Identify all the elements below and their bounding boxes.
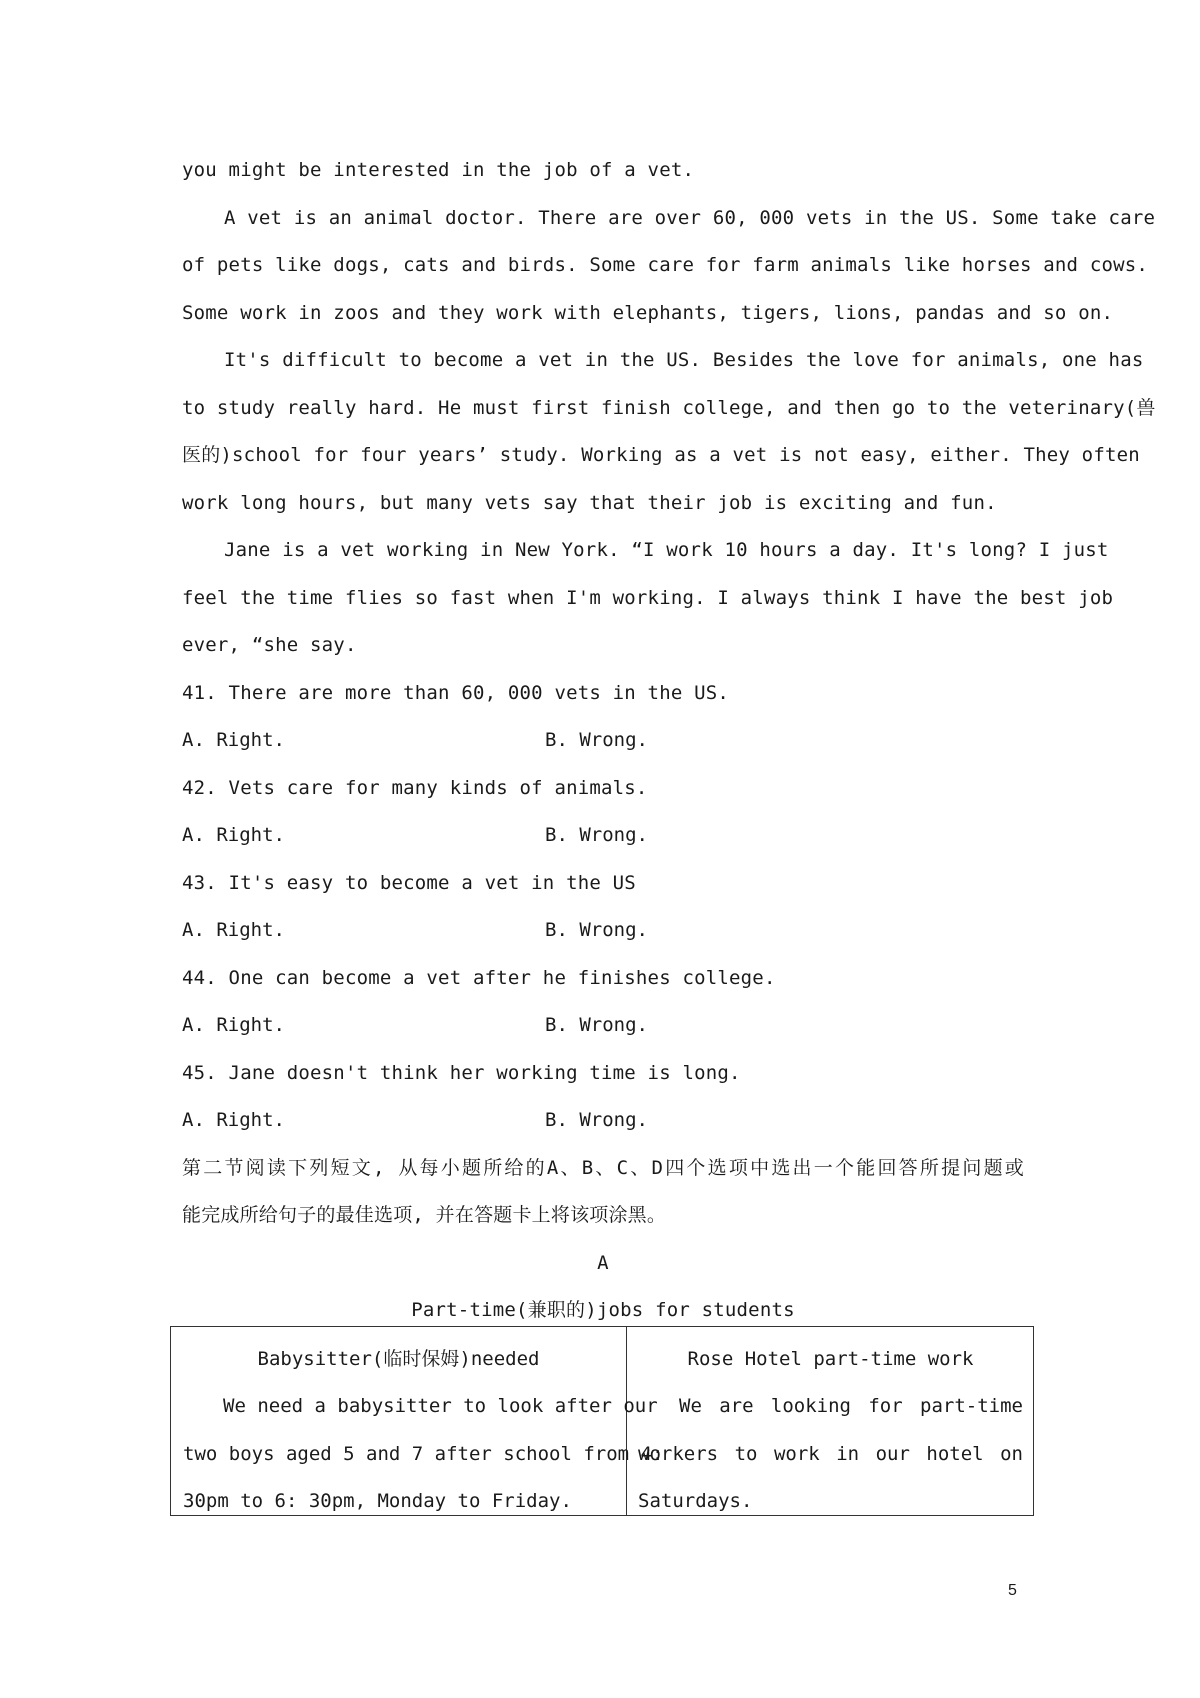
option-b[interactable]: B. Wrong. [545,919,648,941]
passage-line: A vet is an animal doctor. There are over 60, 000 vets in the US. Some take care [224,207,1156,229]
option-a[interactable]: A. Right. [182,824,285,846]
option-b[interactable]: B. Wrong. [545,824,648,846]
passage-line: Some work in zoos and they work with elephants, tigers, lions, pandas and so on. [182,302,1114,324]
ad-text-line: Saturdays. [638,1490,753,1512]
part-label: A [597,1252,609,1274]
option-a[interactable]: A. Right. [182,1014,285,1036]
passage-line: to study really hard. He must first finish college, and then go to the veterinary(兽 [182,397,1156,419]
passage-line: Jane is a vet working in New York. “I work 10 hours a day. It's long? I just [224,539,1109,561]
section-instruction: 能完成所给句子的最佳选项, 并在答题卡上将该项涂黑。 [182,1204,667,1226]
ad-text-line: 30pm to 6: 30pm, Monday to Friday. [183,1490,572,1512]
ad-text-line: We need a babysitter to look after our [223,1395,658,1417]
option-b[interactable]: B. Wrong. [545,1014,648,1036]
passage-line: ever, “she say. [182,634,357,656]
page-number: 5 [1008,1582,1017,1599]
ad-text-line: two boys aged 5 and 7 after school from 4: [183,1443,664,1465]
question-stem: 44. One can become a vet after he finishes college. [182,967,776,989]
jobs-table [170,1326,1034,1516]
passage-line: 医的)school for four years’ study. Working as a vet is not easy, either. They often [182,444,1140,466]
option-b[interactable]: B. Wrong. [545,729,648,751]
ad-title-babysitter: Babysitter(临时保姆)needed [257,1348,540,1370]
section-instruction: 第二节阅读下列短文, 从每小题所给的A、B、C、D四个选项中选出一个能回答所提问题或 [182,1157,1024,1179]
option-a[interactable]: A. Right. [182,919,285,941]
passage-line: feel the time flies so fast when I'm working. I always think I have the best job [182,587,1114,609]
question-stem: 41. There are more than 60, 000 vets in the US. [182,682,730,704]
ad-text-line: We are looking for part-time [679,1395,1023,1417]
passage-line: of pets like dogs, cats and birds. Some care for farm animals like horses and cows. [182,254,1149,276]
option-a[interactable]: A. Right. [182,1109,285,1131]
passage-line: work long hours, but many vets say that their job is exciting and fun. [182,492,997,514]
question-stem: 45. Jane doesn't think her working time is long. [182,1062,741,1084]
option-a[interactable]: A. Right. [182,729,285,751]
ad-text-line: workers to work in our hotel on [638,1443,1023,1465]
table-title: Part-time(兼职的)jobs for students [411,1299,795,1321]
ad-title-rose-hotel: Rose Hotel part-time work [687,1348,974,1370]
passage-line: It's difficult to become a vet in the US. Besides the love for animals, one has [224,349,1144,371]
passage-line: you might be interested in the job of a vet. [182,159,695,181]
option-b[interactable]: B. Wrong. [545,1109,648,1131]
question-stem: 42. Vets care for many kinds of animals. [182,777,648,799]
question-stem: 43. It's easy to become a vet in the US [182,872,636,894]
